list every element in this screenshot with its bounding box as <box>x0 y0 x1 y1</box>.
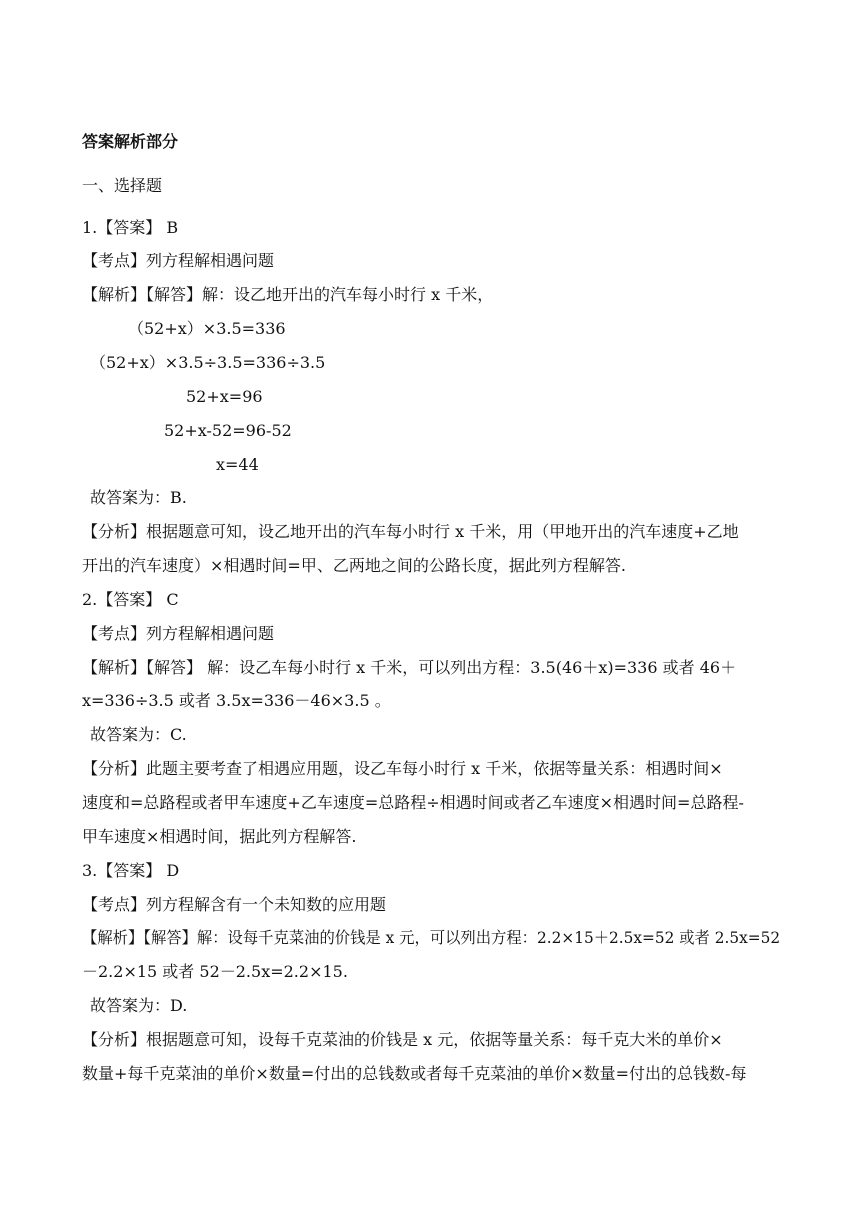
q1-equation-1: （52+x）×3.5=336 <box>128 319 286 338</box>
q3-topic: 【考点】列方程解含有一个未知数的应用题 <box>82 895 387 914</box>
q3-solution-line-1: 【解析】【解答】解：设每千克菜油的价钱是 x 元，可以列出方程：2.2×15＋2.5x=52 或者 2.5x=52 <box>82 928 781 947</box>
q3-analysis-line-1: 【分析】根据题意可知，设每千克菜油的价钱是 x 元，依据等量关系：每千克大米的单价× <box>82 1030 723 1049</box>
q3-answer: 3.【答案】 D <box>82 861 180 880</box>
q1-conclusion: 故答案为：B. <box>90 488 187 507</box>
q2-solution-line-2: x=336÷3.5 或者 3.5x=336－46×3.5 。 <box>82 691 391 710</box>
q1-analysis-line-2: 开出的汽车速度）×相遇时间=甲、乙两地之间的公路长度，据此列方程解答. <box>82 556 626 575</box>
q3-solution-line-2: －2.2×15 或者 52－2.5x=2.2×15. <box>82 962 348 981</box>
section-heading: 一、选择题 <box>82 176 163 195</box>
q3-analysis-line-2: 数量+每千克菜油的单价×数量=付出的总钱数或者每千克菜油的单价×数量=付出的总钱数-每 <box>82 1064 747 1083</box>
q2-conclusion: 故答案为：C. <box>90 725 187 744</box>
q1-equation-2: （52+x）×3.5÷3.5=336÷3.5 <box>90 353 326 372</box>
q2-analysis-line-1: 【分析】此题主要考查了相遇应用题，设乙车每小时行 x 千米，依据等量关系：相遇时间× <box>82 759 723 778</box>
q2-topic: 【考点】列方程解相遇问题 <box>82 624 275 643</box>
q2-solution-line-1: 【解析】【解答】 解：设乙车每小时行 x 千米，可以列出方程：3.5(46＋x)=336 或者 46＋ <box>82 658 737 677</box>
q1-equation-3: 52+x=96 <box>186 387 263 406</box>
q2-analysis-line-3: 甲车速度×相遇时间，据此列方程解答. <box>82 827 357 846</box>
q1-answer: 1.【答案】 B <box>82 218 179 237</box>
q3-conclusion: 故答案为：D. <box>90 996 188 1015</box>
q1-equation-4: 52+x-52=96-52 <box>164 421 292 440</box>
q1-analysis-line-1: 【分析】根据题意可知，设乙地开出的汽车每小时行 x 千米，用（甲地开出的汽车速度+乙地 <box>82 522 739 541</box>
q1-topic: 【考点】列方程解相遇问题 <box>82 251 275 270</box>
q2-analysis-line-2: 速度和=总路程或者甲车速度+乙车速度=总路程÷相遇时间或者乙车速度×相遇时间=总路程- <box>82 793 744 812</box>
q1-equation-5: x=44 <box>216 455 259 474</box>
q1-solution: 【解析】【解答】解：设乙地开出的汽车每小时行 x 千米， <box>82 285 494 304</box>
page-title: 答案解析部分 <box>82 132 179 151</box>
q2-answer: 2.【答案】 C <box>82 590 179 609</box>
